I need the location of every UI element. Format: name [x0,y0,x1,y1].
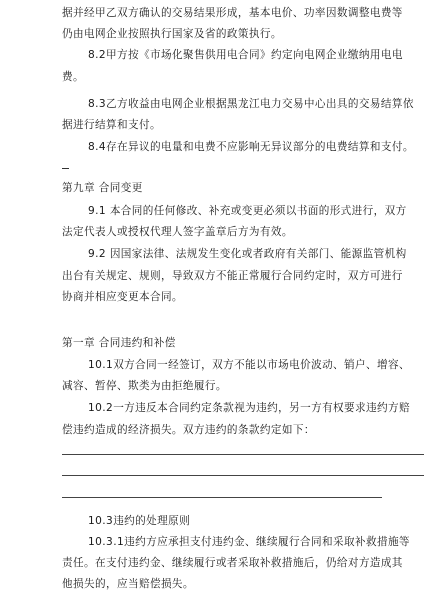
text-line: 据进行结算和支付。 [62,119,161,131]
text-line: 仍由电网企业按照执行国家及省的政策执行。 [62,28,282,40]
fill-in-line [62,475,424,476]
section-heading: 10.3违约的处理原则 [88,515,191,527]
text-line: 8.3乙方收益由电网企业根据黑龙江电力交易中心出具的交易结算依 [88,98,414,110]
text-line: 10.2一方违反本合同约定条款视为违约，另一方有权要求违约方赔 [88,402,411,414]
text-line: 费。 [62,71,84,83]
text-line: 8.2甲方按《市场化聚售供用电合同》约定向电网企业缴纳用电电 [88,49,403,61]
text-line: 他损失的，应当赔偿损失。 [62,578,194,590]
text-line: 8.4存在异议的电量和电费不应影响无异议部分的电费结算和支付。 [88,141,414,153]
text-line: 10.1双方合同一经签订，双方不能以市场电价波动、销户、增容、 [88,359,411,371]
chapter-heading: 第一章 合同违约和补偿 [62,337,176,349]
text-line: 9.1 本合同的任何修改、补充或变更必须以书面的形式进行，双方 [88,205,407,217]
text-line: 责任。在支付违约金、继续履行或者采取补救措施后，仍给对方造成其 [62,557,403,569]
text-line: 据并经甲乙双方确认的交易结果形成，基本电价、功率因数调整电费等 [62,7,403,19]
fill-in-line [62,454,424,455]
list-dash-mark [62,168,69,169]
text-line: 减容、暂停、欺类为由拒绝履行。 [62,380,227,392]
text-line: 法定代表人或授权代理人签字盖章后方为有效。 [62,226,293,238]
text-line: 偿违约造成的经济损失。双方违约的条款约定如下： [62,424,315,436]
chapter-heading: 第九章 合同变更 [62,182,143,194]
text-line: 协商并相应变更本合同。 [62,291,183,303]
fill-in-line [62,497,382,498]
text-line: 9.2 因国家法律、法规发生变化或者政府有关部门、能源监管机构 [88,248,407,260]
text-line: 出台有关规定、规则，导致双方不能正常履行合同约定时，双方可进行 [62,270,403,282]
text-line: 10.3.1违约方应承担支付违约金、继续履行合同和采取补救措施等 [88,536,410,548]
